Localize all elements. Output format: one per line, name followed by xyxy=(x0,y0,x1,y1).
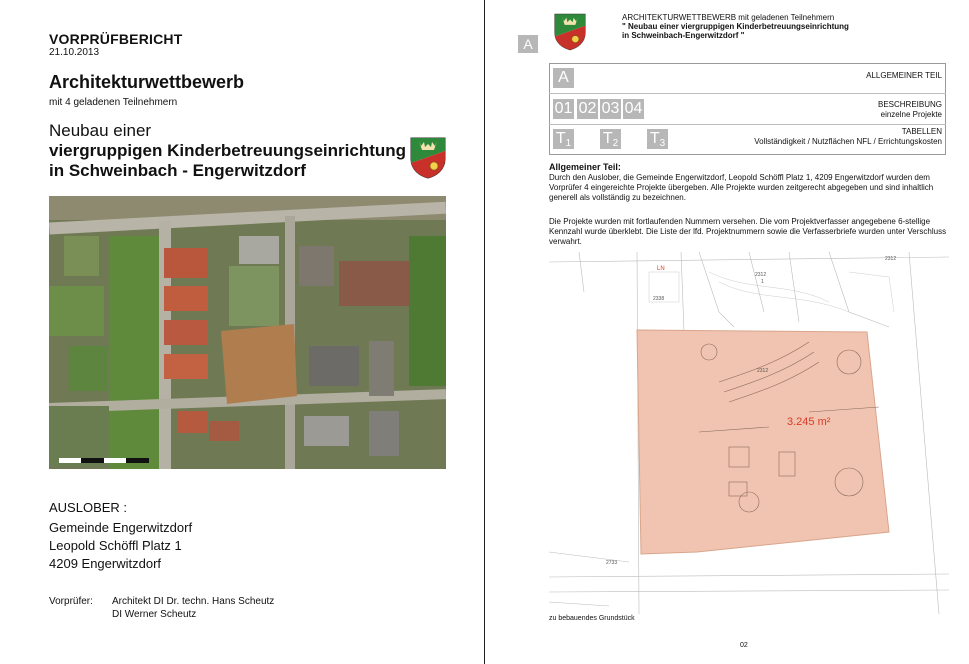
nav-tile-project-03[interactable]: 03 xyxy=(601,100,620,117)
parcel-number: 1 xyxy=(761,279,764,285)
nav-tile-project-01[interactable]: 01 xyxy=(554,100,573,117)
nav-tile-table-2[interactable] xyxy=(600,129,621,149)
municipal-crest-icon xyxy=(410,137,446,179)
section-heading: Allgemeiner Teil: xyxy=(549,162,621,172)
header-line1: ARCHITEKTURWETTBEWERB mit geladenen Teilnehmern xyxy=(622,13,835,22)
parcel-number: 2312 xyxy=(757,368,769,374)
section-badge: A xyxy=(518,35,538,53)
tile-letter: T xyxy=(602,130,613,147)
parcel-number: 2733 xyxy=(606,560,618,566)
nav-label-projects: einzelne Projekte xyxy=(880,110,942,119)
site-plan xyxy=(549,252,949,614)
body-paragraph: Durch den Auslober, die Gemeinde Engerwitzdorf, Leopold Schöffl Platz 1, 4209 Engerwitzdorf wurden dem Vorprüfer 4 eingereichte Projekte übergeben. Alle Projekte wurden zeitgerecht abgegeben und sind inhaltlich generell als vollständig zu bezeichnen. xyxy=(549,173,934,202)
nav-tile-table-3[interactable] xyxy=(647,129,668,149)
project-title-line3: in Schweinbach - Engerwitzdorf xyxy=(49,161,306,180)
nav-separator xyxy=(549,124,946,125)
municipal-crest-icon xyxy=(554,12,586,52)
nav-tile-general[interactable]: A xyxy=(553,68,574,88)
body-paragraph: Die Projekte wurden mit fortlaufenden Nummern versehen. Die vom Projektverfasser angegebene 6-stellige Kennzahl wurde überklebt. Die Liste der lfd. Projektnummern sowie die Verfasserbriefe wurden unter Verschluss verwahrt. xyxy=(549,217,947,246)
pruefer-label: Vorprüfer: xyxy=(49,596,93,607)
auslober-heading: AUSLOBER : xyxy=(49,500,128,515)
header-line3: in Schweinbach-Engerwitzdorf " xyxy=(622,31,745,40)
auslober-line: Leopold Schöffl Platz 1 xyxy=(49,538,182,553)
parcel-number: 2312 xyxy=(885,256,897,262)
project-title-line2: viergruppigen Kinderbetreuungseinrichtung xyxy=(49,141,407,160)
nav-separator xyxy=(549,93,946,94)
tile-index: 2 xyxy=(612,138,619,149)
nav-tile-table-1[interactable] xyxy=(553,129,574,149)
tile-letter: T xyxy=(555,130,566,147)
nav-label-completeness: Vollständigkeit / Nutzflächen NFL / Errichtungskosten xyxy=(754,137,942,146)
header-line2: " Neubau einer viergruppigen Kinderbetreuungseinrichtung xyxy=(622,22,849,31)
pruefer-name: DI Werner Scheutz xyxy=(112,609,197,620)
report-title: VORPRÜFBERICHT xyxy=(49,31,183,47)
pruefer-name: Architekt DI Dr. techn. Hans Scheutz xyxy=(112,596,275,607)
auslober-line: 4209 Engerwitzdorf xyxy=(49,556,162,571)
nav-tile-project-02[interactable]: 02 xyxy=(578,100,597,117)
competition-title: Architekturwettbewerb xyxy=(49,72,245,92)
nav-label-general: ALLGEMEINER TEIL xyxy=(866,71,942,80)
parcel-number: 2338 xyxy=(653,296,665,302)
tile-index: 3 xyxy=(659,138,666,149)
nav-label-description: BESCHREIBUNG xyxy=(877,100,942,109)
aerial-photo xyxy=(49,196,446,469)
report-date: 21.10.2013 xyxy=(49,47,100,58)
site-plan-caption: zu bebauendes Grundstück xyxy=(549,615,635,622)
competition-subtitle: mit 4 geladenen Teilnehmern xyxy=(49,97,178,108)
nav-label-tables: TABELLEN xyxy=(901,127,942,136)
tile-index: 1 xyxy=(565,138,572,149)
tile-letter: T xyxy=(649,130,660,147)
nav-tile-project-04[interactable]: 04 xyxy=(624,100,643,117)
project-title-line1: Neubau einer xyxy=(49,121,152,140)
parcel-number: 2312 xyxy=(755,272,767,278)
plot-area-label: 3.245 m² xyxy=(787,416,831,428)
auslober-line: Gemeinde Engerwitzdorf xyxy=(49,520,193,535)
page-number: 02 xyxy=(740,642,748,649)
ln-label: LN xyxy=(657,266,665,272)
